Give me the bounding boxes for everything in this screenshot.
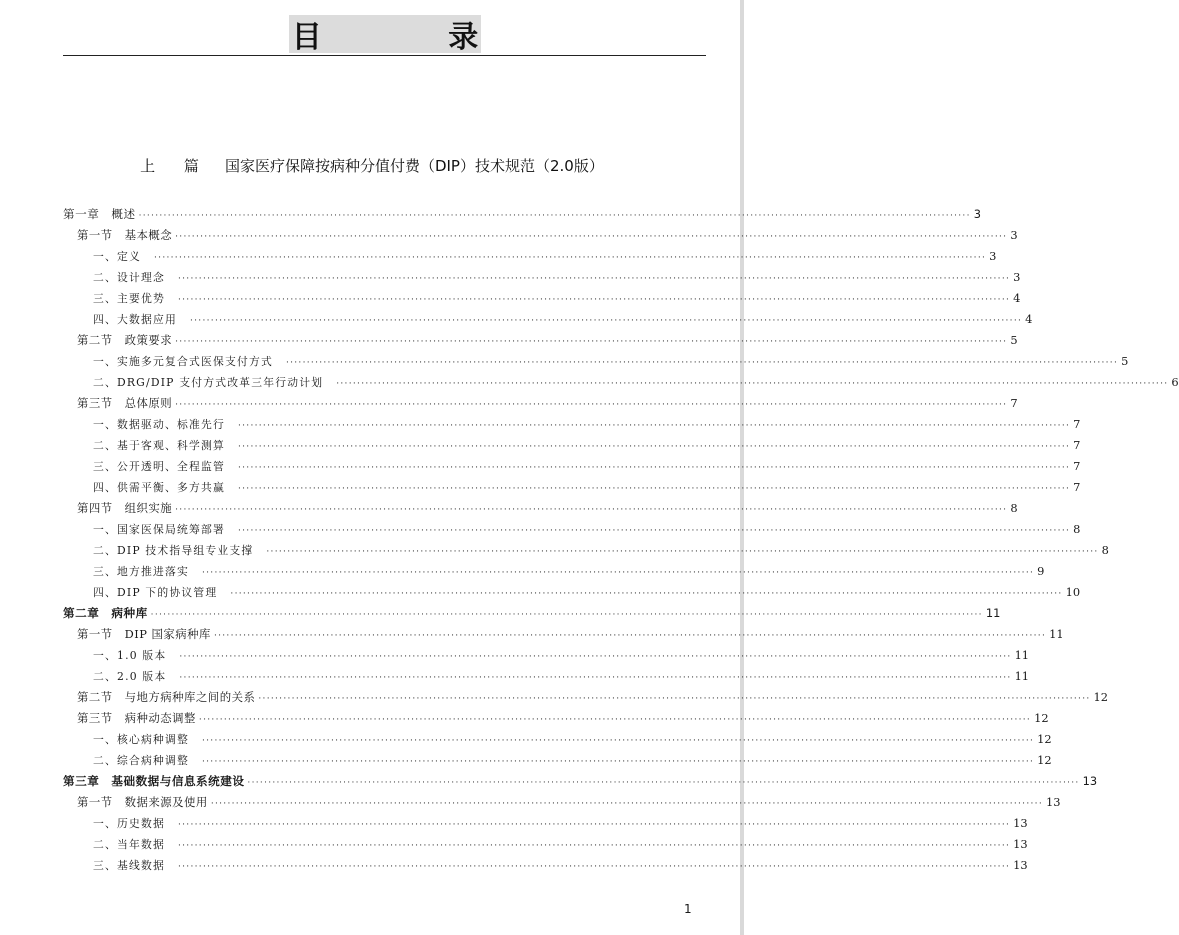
toc-entry-item[interactable] <box>63 666 1030 687</box>
toc-entry-chapter[interactable] <box>63 204 981 225</box>
toc-entry-label: 第二节 政策要求 <box>77 333 173 347</box>
toc-entry-page: 8 <box>1073 522 1081 536</box>
toc-entry-label: 第一节 DIP 国家病种库 <box>77 627 211 641</box>
toc-entry-page: 8 <box>1010 501 1018 515</box>
toc-entry-label: 三、地方推进落实 <box>93 565 189 578</box>
dot-leader: ········································································································································································································ <box>201 568 1035 578</box>
toc-title: 目 录 <box>291 20 537 55</box>
toc-entry-label: 三、基线数据 <box>93 859 165 872</box>
dot-leader: ········································································································································································································ <box>175 505 1008 515</box>
toc-entry-label: 一、1.0 版本 <box>93 649 167 662</box>
toc-entry-label: 二、DRG/DIP 支付方式改革三年行动计划 <box>93 376 324 389</box>
part-heading <box>0 155 744 176</box>
toc-entry-label: 一、国家医保局统筹部署 <box>93 523 225 536</box>
toc-entry-chapter[interactable] <box>63 603 1001 624</box>
toc-entry-label: 第三节 病种动态调整 <box>77 711 196 725</box>
toc-entry-item[interactable] <box>63 435 1081 456</box>
dot-leader: ········································································································································································································ <box>237 421 1071 431</box>
toc-entry-page: 12 <box>1034 711 1049 725</box>
toc-entry-page: 5 <box>1010 333 1018 347</box>
toc-entry-item[interactable] <box>63 372 1179 393</box>
toc-entry-page: 7 <box>1073 459 1081 473</box>
part-prefix: 上 篇 <box>140 157 211 175</box>
toc-entry-page: 12 <box>1037 732 1052 746</box>
toc-entry-section[interactable] <box>63 708 1049 729</box>
dot-leader: ········································································································································································································ <box>175 232 1008 242</box>
dot-leader: ········································································································································································································ <box>175 337 1008 347</box>
dot-leader: ········································································································································································································ <box>154 253 987 263</box>
toc-entry-page: 13 <box>1082 774 1098 788</box>
dot-leader: ········································································································································································································ <box>177 862 1011 872</box>
toc-entry-label: 四、大数据应用 <box>93 313 177 326</box>
toc-entry-item[interactable] <box>63 834 1028 855</box>
toc-entry-page: 11 <box>1014 648 1030 662</box>
dot-leader: ········································································································································································································ <box>177 820 1011 830</box>
toc-entry-item[interactable] <box>63 246 997 267</box>
dot-leader: ········································································································································································································ <box>175 400 1008 410</box>
toc-entry-label: 二、基于客观、科学测算 <box>93 439 225 452</box>
toc-entry-page: 5 <box>1121 354 1129 368</box>
dot-leader: ········································································································································································································ <box>179 673 1012 683</box>
toc-entry-page: 7 <box>1073 480 1081 494</box>
dot-leader: ········································································································································································································ <box>138 211 971 221</box>
toc-entry-label: 二、2.0 版本 <box>93 670 167 683</box>
toc-entry-page: 11 <box>1049 627 1064 641</box>
dot-leader: ········································································································································································································ <box>237 526 1071 536</box>
toc-entry-section[interactable] <box>63 624 1064 645</box>
toc-title-banner <box>289 15 537 55</box>
toc-entry-label: 四、DIP 下的协议管理 <box>93 586 218 599</box>
dot-leader: ········································································································································································································ <box>336 379 1169 389</box>
toc-entry-page: 13 <box>1013 837 1028 851</box>
toc-entry-label: 一、核心病种调整 <box>93 733 189 746</box>
toc-entry-page: 11 <box>985 606 1001 620</box>
toc-entry-label: 第一节 基本概念 <box>77 228 173 242</box>
toc-entry-page: 9 <box>1037 564 1045 578</box>
dot-leader: ········································································································································································································ <box>247 778 1080 788</box>
toc-entry-label: 第一节 数据来源及使用 <box>77 795 208 809</box>
toc-entry-page: 7 <box>1073 417 1081 431</box>
toc-entry-item[interactable] <box>63 414 1081 435</box>
dot-leader: ········································································································································································································ <box>198 715 1032 725</box>
toc-entry-item[interactable] <box>63 750 1052 771</box>
toc-entry-section[interactable] <box>63 225 1018 246</box>
toc-entry-item[interactable] <box>63 309 1033 330</box>
dot-leader: ········································································································································································································ <box>266 547 1099 557</box>
dot-leader: ········································································································································································································ <box>189 316 1023 326</box>
toc-entry-page: 6 <box>1171 375 1179 389</box>
toc-entry-item[interactable] <box>63 813 1028 834</box>
toc-entry-page: 3 <box>989 249 997 263</box>
toc-entry-label: 第四节 组织实施 <box>77 501 173 515</box>
toc-entry-page: 3 <box>1010 228 1018 242</box>
toc-entry-item[interactable] <box>63 477 1081 498</box>
toc-entry-page: 4 <box>1013 291 1021 305</box>
toc-entry-item[interactable] <box>63 561 1045 582</box>
toc-entry-label: 第一章 概述 <box>63 207 136 221</box>
toc-entry-section[interactable] <box>63 498 1018 519</box>
toc-entry-page: 12 <box>1093 690 1109 704</box>
page-number: 1 <box>684 902 692 916</box>
toc-entry-page: 3 <box>1013 270 1021 284</box>
toc-entry-item[interactable] <box>63 519 1081 540</box>
toc-entry-label: 三、主要优势 <box>93 292 165 305</box>
toc-entry-label: 四、供需平衡、多方共赢 <box>93 481 225 494</box>
dot-leader: ········································································································································································································ <box>177 274 1011 284</box>
toc-entry-section[interactable] <box>63 687 1109 708</box>
toc-entry-label: 二、设计理念 <box>93 271 165 284</box>
toc-entry-page: 4 <box>1025 312 1033 326</box>
toc-entry-section[interactable] <box>63 330 1018 351</box>
dot-leader: ········································································································································································································ <box>258 694 1091 704</box>
dot-leader: ········································································································································································································ <box>177 295 1011 305</box>
dot-leader: ········································································································································································································ <box>213 631 1047 641</box>
toc-entry-label: 二、综合病种调整 <box>93 754 189 767</box>
toc-entry-label: 一、数据驱动、标准先行 <box>93 418 225 431</box>
toc-entry-label: 一、实施多元复合式医保支付方式 <box>93 355 273 368</box>
dot-leader: ········································································································································································································ <box>177 841 1011 851</box>
toc-entry-page: 13 <box>1013 816 1028 830</box>
toc-entry-item[interactable] <box>63 288 1021 309</box>
toc-entry-page: 12 <box>1037 753 1052 767</box>
dot-leader: ········································································································································································································ <box>150 610 983 620</box>
toc-entry-page: 13 <box>1045 795 1061 809</box>
toc-entry-section[interactable] <box>63 393 1018 414</box>
toc-entry-item[interactable] <box>63 456 1081 477</box>
dot-leader: ········································································································································································································ <box>210 799 1043 809</box>
toc-entry-label: 一、历史数据 <box>93 817 165 830</box>
dot-leader: ········································································································································································································ <box>179 652 1012 662</box>
toc-entry-chapter[interactable] <box>63 771 1098 792</box>
toc-entry-section[interactable] <box>63 792 1061 813</box>
dot-leader: ········································································································································································································ <box>201 757 1035 767</box>
toc-entry-item[interactable] <box>63 855 1028 876</box>
dot-leader: ········································································································································································································ <box>285 358 1119 368</box>
toc-entry-page: 10 <box>1065 585 1081 599</box>
toc-entry-item[interactable] <box>63 645 1030 666</box>
toc-entry-item[interactable] <box>63 729 1052 750</box>
dot-leader: ········································································································································································································ <box>237 442 1071 452</box>
toc-entry-label: 二、当年数据 <box>93 838 165 851</box>
dot-leader: ········································································································································································································ <box>230 589 1063 599</box>
part-name: 国家医疗保障按病种分值付费（DIP）技术规范（2.0版） <box>224 157 604 175</box>
toc-entry-item[interactable] <box>63 582 1081 603</box>
toc-entry-item[interactable] <box>63 540 1109 561</box>
dot-leader: ········································································································································································································ <box>237 463 1071 473</box>
dot-leader: ········································································································································································································ <box>201 736 1035 746</box>
toc-entry-label: 第三节 总体原则 <box>77 396 173 410</box>
toc-entry-label: 第二章 病种库 <box>63 606 148 620</box>
toc-entry-page: 13 <box>1013 858 1028 872</box>
toc-entry-page: 3 <box>973 207 981 221</box>
toc-entry-item[interactable] <box>63 351 1129 372</box>
toc-entry-page: 7 <box>1010 396 1018 410</box>
toc-entry-label: 一、定义 <box>93 250 141 263</box>
toc-entry-page: 11 <box>1014 669 1030 683</box>
toc-entry-label: 第二节 与地方病种库之间的关系 <box>77 690 256 704</box>
table-of-contents <box>63 204 1179 876</box>
toc-entry-item[interactable] <box>63 267 1021 288</box>
toc-entry-label: 第三章 基础数据与信息系统建设 <box>63 774 245 788</box>
dot-leader: ········································································································································································································ <box>237 484 1071 494</box>
toc-entry-label: 二、DIP 技术指导组专业支撑 <box>93 544 254 557</box>
title-divider <box>63 55 706 56</box>
toc-entry-label: 三、公开透明、全程监管 <box>93 460 225 473</box>
toc-entry-page: 7 <box>1073 438 1081 452</box>
toc-entry-page: 8 <box>1101 543 1109 557</box>
